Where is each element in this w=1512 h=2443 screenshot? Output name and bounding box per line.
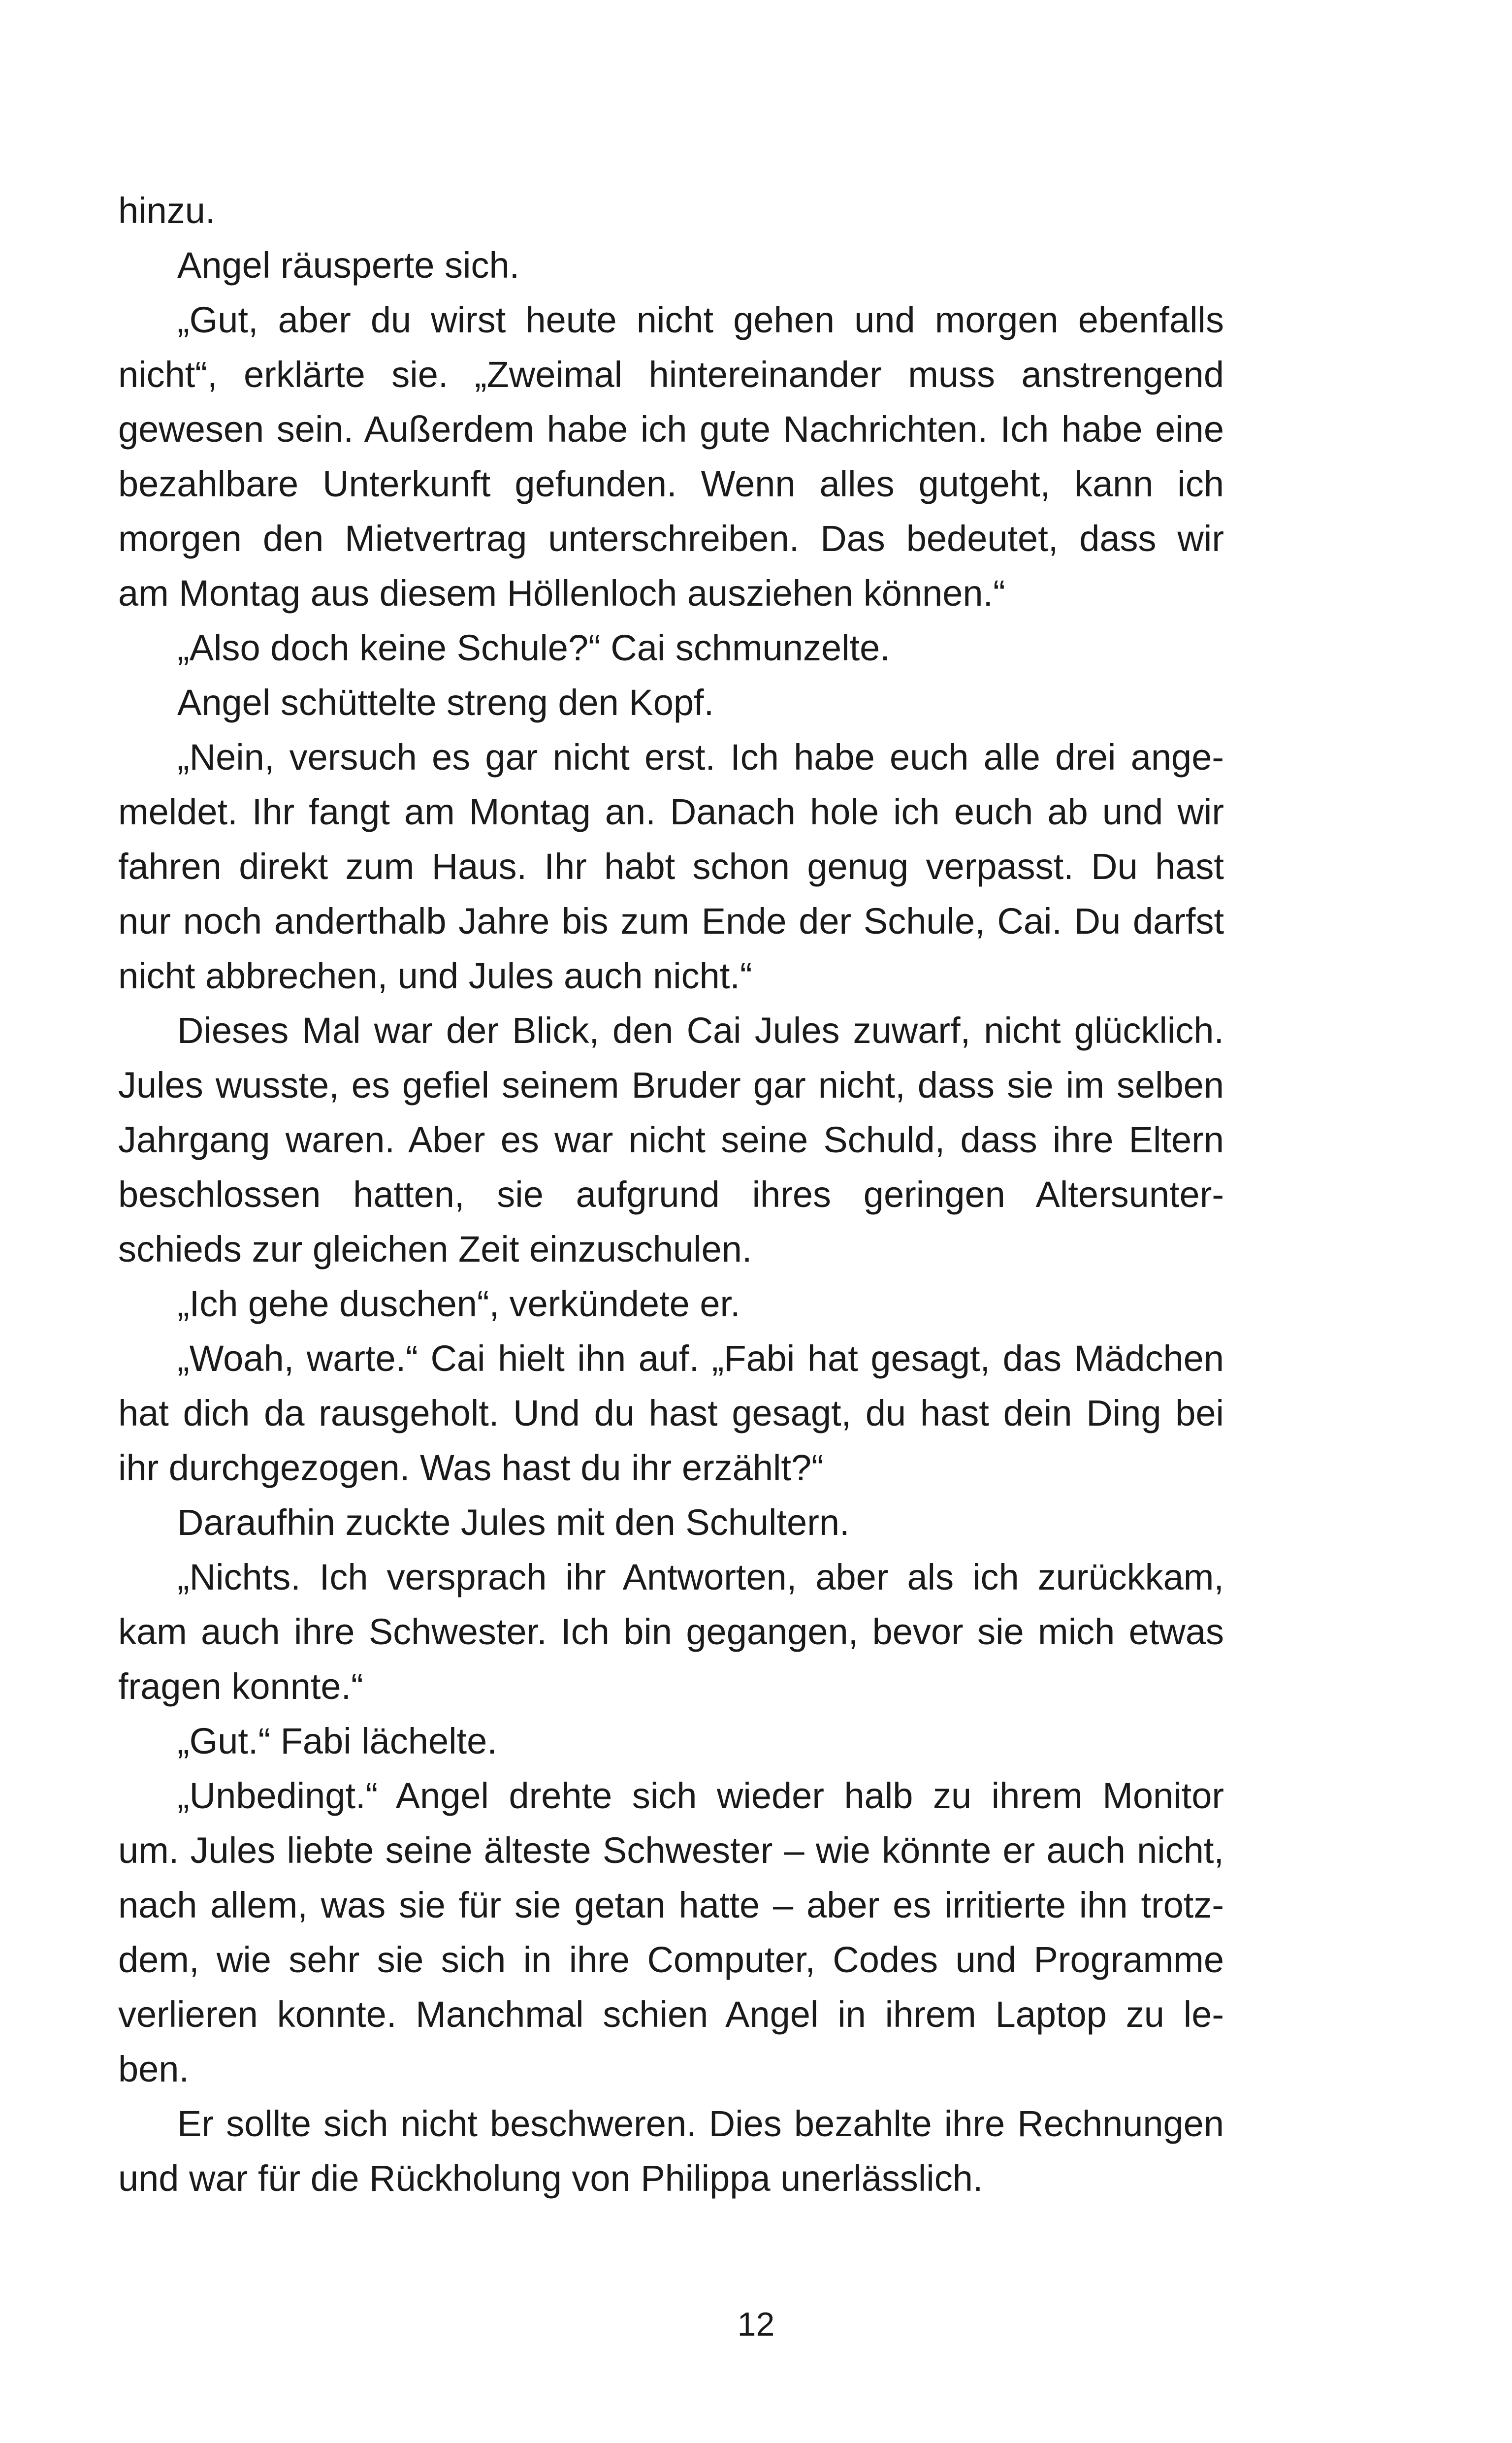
- text-line: „Woah, warte.“ Cai hielt ihn auf. „Fabi hat gesagt, das Mädchen: [177, 1338, 1224, 1379]
- text-line: Jahrgang waren. Aber es war nicht seine Schuld, dass ihre Eltern: [118, 1119, 1224, 1160]
- text-line: Dieses Mal war der Blick, den Cai Jules zuwarf, nicht glücklich.: [177, 1010, 1224, 1051]
- text-line: schieds zur gleichen Zeit einzuschulen.: [118, 1229, 752, 1270]
- text-line: „Ich gehe duschen“, verkündete er.: [177, 1283, 740, 1324]
- text-line: „Gut.“ Fabi lächelte.: [177, 1721, 497, 1761]
- text-line: nach allem, was sie für sie getan hatte – aber es irritierte ihn trotz-: [118, 1885, 1224, 1925]
- text-line: nur noch anderthalb Jahre bis zum Ende der Schule, Cai. Du darfst: [118, 901, 1224, 942]
- text-line: fahren direkt zum Haus. Ihr habt schon genug verpasst. Du hast: [118, 846, 1224, 887]
- text-line: fragen konnte.“: [118, 1666, 363, 1707]
- text-line: nicht abbrechen, und Jules auch nicht.“: [118, 955, 752, 996]
- text-line: „Also doch keine Schule?“ Cai schmunzelte.: [177, 627, 890, 668]
- body-text: [118, 183, 1224, 2206]
- text-line: gewesen sein. Außerdem habe ich gute Nachrichten. Ich habe eine: [118, 409, 1224, 450]
- text-line: ben.: [118, 2049, 190, 2089]
- text-line: meldet. Ihr fangt am Montag an. Danach hole ich euch ab und wir: [118, 791, 1224, 832]
- text-line: beschlossen hatten, sie aufgrund ihres geringen Altersunter-: [118, 1174, 1224, 1215]
- text-line: Angel schüttelte streng den Kopf.: [177, 682, 714, 723]
- text-line: nicht“, erklärte sie. „Zweimal hintereinander muss anstrengend: [118, 354, 1224, 395]
- text-line: „Gut, aber du wirst heute nicht gehen und morgen ebenfalls: [177, 299, 1224, 340]
- page-number: 12: [737, 2306, 775, 2343]
- text-line: um. Jules liebte seine älteste Schwester – wie könnte er auch nicht,: [118, 1830, 1224, 1871]
- text-line: ihr durchgezogen. Was hast du ihr erzählt?“: [118, 1447, 824, 1488]
- text-line: Jules wusste, es gefiel seinem Bruder gar nicht, dass sie im selben: [118, 1065, 1224, 1106]
- text-line: „Nichts. Ich versprach ihr Antworten, aber als ich zurückkam,: [177, 1557, 1224, 1597]
- text-line: kam auch ihre Schwester. Ich bin gegangen, bevor sie mich etwas: [118, 1611, 1224, 1652]
- text-line: morgen den Mietvertrag unterschreiben. Das bedeutet, dass wir: [118, 518, 1224, 559]
- text-line: hinzu.: [118, 190, 216, 231]
- text-line: verlieren konnte. Manchmal schien Angel in ihrem Laptop zu le-: [118, 1994, 1224, 2035]
- text-line: Daraufhin zuckte Jules mit den Schultern.: [177, 1502, 850, 1543]
- text-line: dem, wie sehr sie sich in ihre Computer, Codes und Programme: [118, 1939, 1224, 1980]
- text-line: Angel räusperte sich.: [177, 245, 520, 286]
- text-line: Er sollte sich nicht beschweren. Dies bezahlte ihre Rechnungen: [177, 2103, 1224, 2144]
- text-line: und war für die Rückholung von Philippa unerlässlich.: [118, 2158, 983, 2199]
- text-line: bezahlbare Unterkunft gefunden. Wenn alles gutgeht, kann ich: [118, 463, 1224, 504]
- text-line: „Nein, versuch es gar nicht erst. Ich habe euch alle drei ange-: [177, 737, 1224, 778]
- text-line: „Unbedingt.“ Angel drehte sich wieder halb zu ihrem Monitor: [177, 1775, 1224, 1816]
- text-line: hat dich da rausgeholt. Und du hast gesagt, du hast dein Ding bei: [118, 1393, 1224, 1433]
- text-line: am Montag aus diesem Höllenloch ausziehen können.“: [118, 573, 1005, 614]
